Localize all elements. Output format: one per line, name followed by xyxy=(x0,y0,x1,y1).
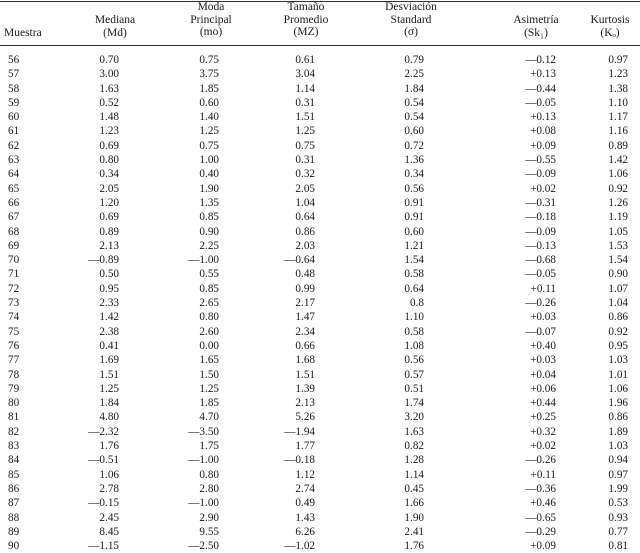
desviacion-cell: 1.66 xyxy=(404,497,424,510)
kurtosis-cell: 1.03 xyxy=(608,354,628,367)
mediana-cell: 1.06 xyxy=(99,468,119,481)
kurtosis-cell: 1.53 xyxy=(608,239,628,252)
mediana-cell: 1.76 xyxy=(99,440,119,453)
tamano-cell: 0.99 xyxy=(295,282,315,295)
kurtosis-cell: 1.42 xyxy=(608,154,628,167)
mediana-cell: 2.38 xyxy=(99,325,119,338)
desviacion-cell: 0.54 xyxy=(404,96,424,109)
table-row xyxy=(0,67,640,81)
kurtosis-cell: 1.05 xyxy=(608,225,628,238)
table-row xyxy=(0,539,640,553)
muestra-cell: 72 xyxy=(8,282,20,295)
mediana-cell: 0.34 xyxy=(99,168,119,181)
desviacion-cell: 0.51 xyxy=(404,382,424,395)
header-kurtosis: Kurtosis (Kₒ) xyxy=(590,14,630,39)
kurtosis-cell: 0.95 xyxy=(608,339,628,352)
table-row xyxy=(0,296,640,310)
table-row xyxy=(0,339,640,353)
kurtosis-cell: 0.77 xyxy=(608,525,628,538)
table-row xyxy=(0,282,640,296)
kurtosis-cell: 0.86 xyxy=(608,411,628,424)
table-row xyxy=(0,525,640,539)
tamano-cell: —1.02 xyxy=(284,540,315,553)
desviacion-cell: 1.36 xyxy=(404,154,424,167)
muestra-cell: 73 xyxy=(8,297,20,310)
tamano-cell: 1.43 xyxy=(295,511,315,524)
mediana-cell: —2.32 xyxy=(88,425,119,438)
asimetria-cell: —0.44 xyxy=(525,82,556,95)
table-row xyxy=(0,182,640,196)
asimetria-cell: —0.18 xyxy=(525,211,556,224)
table-row xyxy=(0,139,640,153)
table-row xyxy=(0,368,640,382)
kurtosis-cell: 1.96 xyxy=(608,397,628,410)
kurtosis-cell: 0.97 xyxy=(608,468,628,481)
mediana-cell: 1.84 xyxy=(99,397,119,410)
header-tamano: Tamaño Promedio (MZ) xyxy=(283,1,329,38)
table-row xyxy=(0,310,640,324)
kurtosis-cell: 0.81 xyxy=(608,540,628,553)
kurtosis-cell: 1.04 xyxy=(608,297,628,310)
table-row xyxy=(0,353,640,367)
desviacion-cell: 1.90 xyxy=(404,511,424,524)
kurtosis-cell: 0.97 xyxy=(608,54,628,66)
asimetria-cell: +0.02 xyxy=(530,440,556,453)
table-row xyxy=(0,325,640,339)
mediana-cell: —1.15 xyxy=(88,540,119,553)
moda-cell: 0.40 xyxy=(199,168,219,181)
tamano-cell: 1.77 xyxy=(295,440,315,453)
table-row xyxy=(0,468,640,482)
kurtosis-cell: 1.10 xyxy=(608,96,628,109)
table-row xyxy=(0,110,640,124)
desviacion-cell: 1.84 xyxy=(404,82,424,95)
tamano-cell: —0.18 xyxy=(284,454,315,467)
table-row xyxy=(0,410,640,424)
moda-cell: 2.25 xyxy=(199,239,219,252)
asimetria-cell: +0.03 xyxy=(530,311,556,324)
table-row xyxy=(0,482,640,496)
desviacion-cell: 0.8 xyxy=(410,297,424,310)
tamano-cell: 2.74 xyxy=(295,482,315,495)
muestra-cell: 63 xyxy=(8,154,20,167)
asimetria-cell: +0.08 xyxy=(530,125,556,138)
asimetria-cell: +0.46 xyxy=(530,497,556,510)
muestra-cell: 84 xyxy=(8,454,20,467)
muestra-cell: 80 xyxy=(8,397,20,410)
desviacion-cell: 0.57 xyxy=(404,368,424,381)
desviacion-cell: 0.54 xyxy=(404,111,424,124)
tamano-cell: 0.48 xyxy=(295,268,315,281)
mediana-cell: 0.70 xyxy=(99,54,119,66)
asimetria-cell: +0.09 xyxy=(530,139,556,152)
desviacion-cell: 1.14 xyxy=(404,468,424,481)
kurtosis-cell: 1.17 xyxy=(608,111,628,124)
mediana-cell: 2.05 xyxy=(99,182,119,195)
header-asimetria: Asimetría (Sk₁) xyxy=(513,14,559,39)
moda-cell: 1.25 xyxy=(199,125,219,138)
mediana-cell: 1.63 xyxy=(99,82,119,95)
tamano-cell: 2.13 xyxy=(295,397,315,410)
mediana-cell: 0.41 xyxy=(99,339,119,352)
asimetria-cell: +0.04 xyxy=(530,368,556,381)
moda-cell: 4.70 xyxy=(199,411,219,424)
moda-cell: 0.85 xyxy=(199,282,219,295)
muestra-cell: 82 xyxy=(8,425,20,438)
kurtosis-cell: 0.94 xyxy=(608,454,628,467)
moda-cell: 1.75 xyxy=(199,440,219,453)
table-row xyxy=(0,96,640,110)
asimetria-cell: +0.13 xyxy=(530,68,556,81)
kurtosis-cell: 1.23 xyxy=(608,68,628,81)
mediana-cell: 0.80 xyxy=(99,154,119,167)
table-row xyxy=(0,425,640,439)
moda-cell: 1.25 xyxy=(199,382,219,395)
desviacion-cell: 1.74 xyxy=(404,397,424,410)
moda-cell: 0.00 xyxy=(199,339,219,352)
muestra-cell: 85 xyxy=(8,468,20,481)
asimetria-cell: +0.40 xyxy=(530,339,556,352)
mediana-cell: —0.51 xyxy=(88,454,119,467)
asimetria-cell: —0.29 xyxy=(525,525,556,538)
muestra-cell: 68 xyxy=(8,225,20,238)
kurtosis-cell: 1.54 xyxy=(608,254,628,267)
asimetria-cell: —0.26 xyxy=(525,454,556,467)
kurtosis-cell: 0.86 xyxy=(608,311,628,324)
mediana-cell: 0.50 xyxy=(99,268,119,281)
kurtosis-cell: 0.89 xyxy=(608,139,628,152)
desviacion-cell: 0.34 xyxy=(404,168,424,181)
tamano-cell: 0.75 xyxy=(295,139,315,152)
asimetria-cell: —0.07 xyxy=(525,325,556,338)
kurtosis-cell: 0.53 xyxy=(608,497,628,510)
muestra-cell: 59 xyxy=(8,96,20,109)
header-muestra: Muestra xyxy=(4,27,42,39)
muestra-cell: 78 xyxy=(8,368,20,381)
asimetria-cell: —0.13 xyxy=(525,239,556,252)
tamano-cell: 1.51 xyxy=(295,111,315,124)
header-mediana: Mediana (Md) xyxy=(94,14,136,39)
moda-cell: 0.90 xyxy=(199,225,219,238)
desviacion-cell: 1.10 xyxy=(404,311,424,324)
muestra-cell: 56 xyxy=(8,54,20,66)
moda-cell: 0.75 xyxy=(199,139,219,152)
muestra-cell: 67 xyxy=(8,211,20,224)
tamano-cell: 2.34 xyxy=(295,325,315,338)
kurtosis-cell: 1.06 xyxy=(608,382,628,395)
tamano-cell: 5.26 xyxy=(295,411,315,424)
desviacion-cell: 1.21 xyxy=(404,239,424,252)
tamano-cell: 1.51 xyxy=(295,368,315,381)
tamano-cell: 0.32 xyxy=(295,168,315,181)
moda-cell: 0.55 xyxy=(199,268,219,281)
kurtosis-cell: 0.93 xyxy=(608,511,628,524)
header-rule xyxy=(0,45,640,46)
muestra-cell: 87 xyxy=(8,497,20,510)
mediana-cell: 0.89 xyxy=(99,225,119,238)
kurtosis-cell: 1.07 xyxy=(608,282,628,295)
kurtosis-cell: 1.26 xyxy=(608,196,628,209)
muestra-cell: 58 xyxy=(8,82,20,95)
moda-cell: —1.00 xyxy=(188,254,219,267)
moda-cell: 1.35 xyxy=(199,196,219,209)
asimetria-cell: —0.05 xyxy=(525,268,556,281)
moda-cell: 9.55 xyxy=(199,525,219,538)
kurtosis-cell: 1.19 xyxy=(608,211,628,224)
table-body xyxy=(0,53,640,553)
desviacion-cell: 0.72 xyxy=(404,139,424,152)
tamano-cell: 0.31 xyxy=(295,154,315,167)
muestra-cell: 69 xyxy=(8,239,20,252)
moda-cell: —1.00 xyxy=(188,497,219,510)
tamano-cell: 1.14 xyxy=(295,82,315,95)
table-row xyxy=(0,210,640,224)
desviacion-cell: 0.56 xyxy=(404,182,424,195)
moda-cell: 2.60 xyxy=(199,325,219,338)
kurtosis-cell: 1.38 xyxy=(608,82,628,95)
mediana-cell: 1.23 xyxy=(99,125,119,138)
asimetria-cell: +0.25 xyxy=(530,411,556,424)
table-row xyxy=(0,511,640,525)
muestra-cell: 70 xyxy=(8,254,20,267)
mediana-cell: 2.78 xyxy=(99,482,119,495)
moda-cell: 1.85 xyxy=(199,397,219,410)
kurtosis-cell: 0.92 xyxy=(608,325,628,338)
mediana-cell: 8.45 xyxy=(99,525,119,538)
muestra-cell: 65 xyxy=(8,182,20,195)
desviacion-cell: 0.64 xyxy=(404,282,424,295)
table-row xyxy=(0,253,640,267)
desviacion-cell: 0.91 xyxy=(404,211,424,224)
moda-cell: 1.85 xyxy=(199,82,219,95)
tamano-cell: 0.64 xyxy=(295,211,315,224)
moda-cell: 1.40 xyxy=(199,111,219,124)
mediana-cell: 2.45 xyxy=(99,511,119,524)
mediana-cell: 1.69 xyxy=(99,354,119,367)
tamano-cell: 1.25 xyxy=(295,125,315,138)
desviacion-cell: 0.58 xyxy=(404,325,424,338)
tamano-cell: 2.17 xyxy=(295,297,315,310)
moda-cell: 3.75 xyxy=(199,68,219,81)
tamano-cell: 1.68 xyxy=(295,354,315,367)
tamano-cell: 1.12 xyxy=(295,468,315,481)
asimetria-cell: —0.05 xyxy=(525,96,556,109)
muestra-cell: 62 xyxy=(8,139,20,152)
muestra-cell: 90 xyxy=(8,540,20,553)
desviacion-cell: 0.60 xyxy=(404,225,424,238)
muestra-cell: 83 xyxy=(8,440,20,453)
moda-cell: 0.80 xyxy=(199,311,219,324)
muestra-cell: 57 xyxy=(8,68,20,81)
header-desviacion: Desviación Standard (σ) xyxy=(385,1,437,38)
table-row xyxy=(0,196,640,210)
asimetria-cell: —0.26 xyxy=(525,297,556,310)
muestra-cell: 88 xyxy=(8,511,20,524)
muestra-cell: 61 xyxy=(8,125,20,138)
desviacion-cell: 0.58 xyxy=(404,268,424,281)
table-row xyxy=(0,53,640,67)
mediana-cell: 0.95 xyxy=(99,282,119,295)
asimetria-cell: +0.03 xyxy=(530,354,556,367)
tamano-cell: 0.49 xyxy=(295,497,315,510)
desviacion-cell: 2.25 xyxy=(404,68,424,81)
muestra-cell: 89 xyxy=(8,525,20,538)
asimetria-cell: +0.06 xyxy=(530,382,556,395)
table-row xyxy=(0,225,640,239)
kurtosis-cell: 1.99 xyxy=(608,482,628,495)
kurtosis-cell: 1.03 xyxy=(608,440,628,453)
muestra-cell: 60 xyxy=(8,111,20,124)
mediana-cell: 0.69 xyxy=(99,211,119,224)
mediana-cell: 1.42 xyxy=(99,311,119,324)
moda-cell: 0.60 xyxy=(199,96,219,109)
moda-cell: —1.00 xyxy=(188,454,219,467)
table-row xyxy=(0,267,640,281)
muestra-cell: 81 xyxy=(8,411,20,424)
kurtosis-cell: 0.90 xyxy=(608,268,628,281)
header-moda: Moda Principal (mo) xyxy=(190,1,232,38)
muestra-cell: 66 xyxy=(8,196,20,209)
asimetria-cell: —0.68 xyxy=(525,254,556,267)
muestra-cell: 74 xyxy=(8,311,20,324)
asimetria-cell: —0.36 xyxy=(525,482,556,495)
asimetria-cell: +0.44 xyxy=(530,397,556,410)
asimetria-cell: —0.65 xyxy=(525,511,556,524)
mediana-cell: 1.51 xyxy=(99,368,119,381)
mediana-cell: 3.00 xyxy=(99,68,119,81)
moda-cell: 1.00 xyxy=(199,154,219,167)
desviacion-cell: 0.45 xyxy=(404,482,424,495)
table-row xyxy=(0,239,640,253)
moda-cell: 1.65 xyxy=(199,354,219,367)
tamano-cell: 6.26 xyxy=(295,525,315,538)
desviacion-cell: 1.76 xyxy=(404,540,424,553)
mediana-cell: 0.52 xyxy=(99,96,119,109)
asimetria-cell: +0.11 xyxy=(530,282,556,295)
tamano-cell: 2.05 xyxy=(295,182,315,195)
asimetria-cell: —0.09 xyxy=(525,225,556,238)
asimetria-cell: +0.09 xyxy=(530,540,556,553)
table-row xyxy=(0,453,640,467)
kurtosis-cell: 1.06 xyxy=(608,168,628,181)
muestra-cell: 76 xyxy=(8,339,20,352)
moda-cell: 1.50 xyxy=(199,368,219,381)
asimetria-cell: +0.32 xyxy=(530,425,556,438)
tamano-cell: 1.47 xyxy=(295,311,315,324)
tamano-cell: 1.39 xyxy=(295,382,315,395)
muestra-cell: 77 xyxy=(8,354,20,367)
kurtosis-cell: 1.01 xyxy=(608,368,628,381)
kurtosis-cell: 1.16 xyxy=(608,125,628,138)
table-row xyxy=(0,167,640,181)
asimetria-cell: —0.31 xyxy=(525,196,556,209)
mediana-cell: 0.69 xyxy=(99,139,119,152)
desviacion-cell: 1.28 xyxy=(404,454,424,467)
tamano-cell: 1.04 xyxy=(295,196,315,209)
tamano-cell: —1.94 xyxy=(284,425,315,438)
mediana-cell: —0.89 xyxy=(88,254,119,267)
table-row xyxy=(0,496,640,510)
mediana-cell: 4.80 xyxy=(99,411,119,424)
desviacion-cell: 0.82 xyxy=(404,440,424,453)
mediana-cell: 1.48 xyxy=(99,111,119,124)
moda-cell: 0.75 xyxy=(199,54,219,66)
desviacion-cell: 1.54 xyxy=(404,254,424,267)
moda-cell: —2.50 xyxy=(188,540,219,553)
tamano-cell: —0.64 xyxy=(284,254,315,267)
table-row xyxy=(0,82,640,96)
desviacion-cell: 0.60 xyxy=(404,125,424,138)
desviacion-cell: 0.79 xyxy=(404,54,424,66)
mediana-cell: —0.15 xyxy=(88,497,119,510)
asimetria-cell: +0.02 xyxy=(530,182,556,195)
table-row xyxy=(0,124,640,138)
tamano-cell: 0.66 xyxy=(295,339,315,352)
mediana-cell: 2.13 xyxy=(99,239,119,252)
mediana-cell: 2.33 xyxy=(99,297,119,310)
kurtosis-cell: 1.89 xyxy=(608,425,628,438)
moda-cell: 0.85 xyxy=(199,211,219,224)
tamano-cell: 2.03 xyxy=(295,239,315,252)
moda-cell: 2.90 xyxy=(199,511,219,524)
tamano-cell: 0.61 xyxy=(295,54,315,66)
desviacion-cell: 0.91 xyxy=(404,196,424,209)
desviacion-cell: 1.08 xyxy=(404,339,424,352)
tamano-cell: 3.04 xyxy=(295,68,315,81)
muestra-cell: 64 xyxy=(8,168,20,181)
muestra-cell: 71 xyxy=(8,268,20,281)
table-row xyxy=(0,396,640,410)
moda-cell: 2.65 xyxy=(199,297,219,310)
table-row xyxy=(0,153,640,167)
tamano-cell: 0.31 xyxy=(295,96,315,109)
desviacion-cell: 2.41 xyxy=(404,525,424,538)
moda-cell: 0.80 xyxy=(199,468,219,481)
asimetria-cell: —0.55 xyxy=(525,154,556,167)
asimetria-cell: +0.11 xyxy=(530,468,556,481)
desviacion-cell: 3.20 xyxy=(404,411,424,424)
moda-cell: —3.50 xyxy=(188,425,219,438)
table-row xyxy=(0,382,640,396)
table-row xyxy=(0,439,640,453)
tamano-cell: 0.86 xyxy=(295,225,315,238)
kurtosis-cell: 0.92 xyxy=(608,182,628,195)
moda-cell: 1.90 xyxy=(199,182,219,195)
asimetria-cell: —0.12 xyxy=(525,54,556,66)
moda-cell: 2.80 xyxy=(199,482,219,495)
desviacion-cell: 1.63 xyxy=(404,425,424,438)
muestra-cell: 75 xyxy=(8,325,20,338)
mediana-cell: 1.20 xyxy=(99,196,119,209)
mediana-cell: 1.25 xyxy=(99,382,119,395)
desviacion-cell: 0.56 xyxy=(404,354,424,367)
muestra-cell: 86 xyxy=(8,482,20,495)
asimetria-cell: —0.09 xyxy=(525,168,556,181)
muestra-cell: 79 xyxy=(8,382,20,395)
asimetria-cell: +0.13 xyxy=(530,111,556,124)
